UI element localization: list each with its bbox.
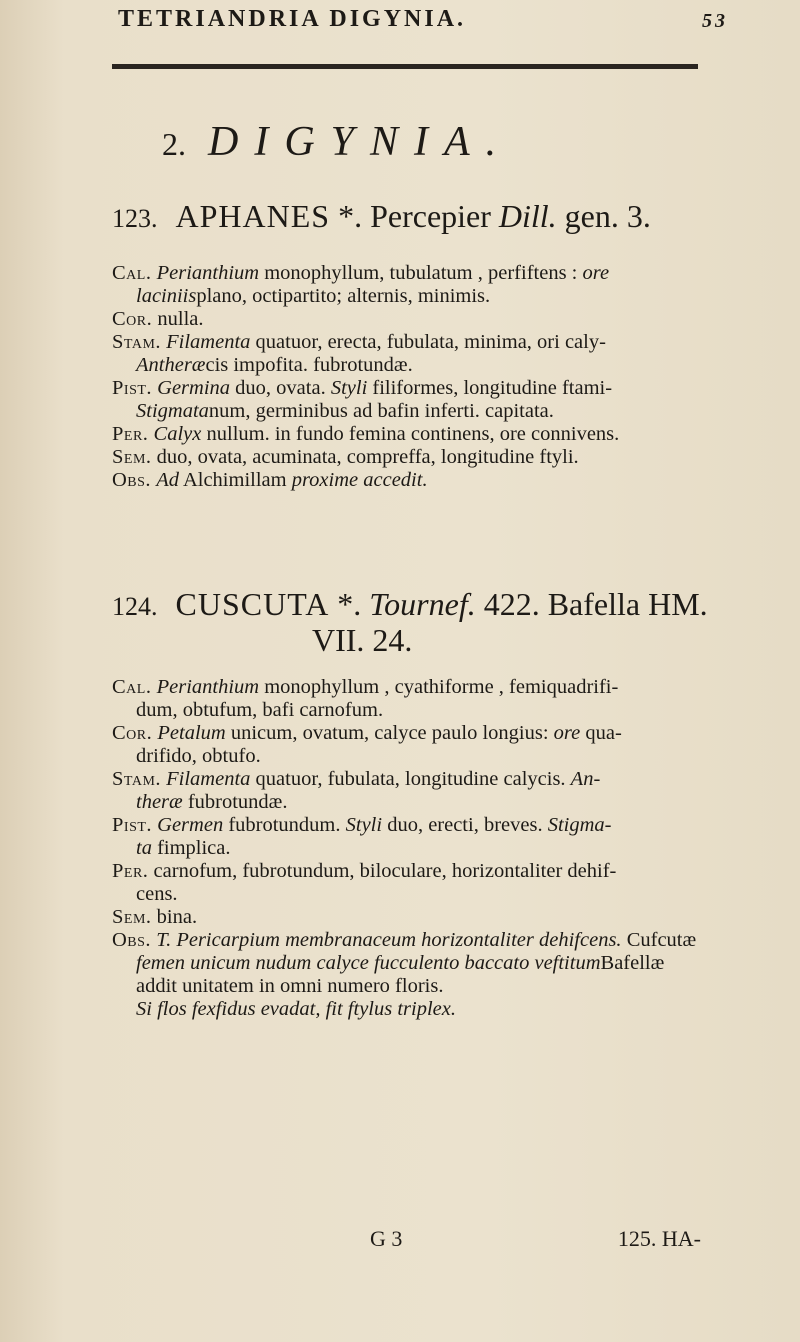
line-text: bina.	[156, 906, 198, 928]
description-line	[112, 860, 712, 883]
part-label: Per.	[112, 423, 149, 445]
italic-term: T. Pericarpium membranaceum horizontaliter dehifcens.	[156, 929, 622, 951]
description-line	[112, 377, 712, 400]
description-line	[112, 285, 712, 308]
italic-term: Antheræ	[136, 354, 206, 376]
entry-heading-continuation	[312, 622, 412, 659]
description-line	[112, 423, 712, 446]
header-rule	[112, 64, 698, 69]
author: Dill.	[498, 198, 557, 234]
entry-heading	[112, 586, 708, 623]
description-line	[112, 975, 712, 998]
italic-term: Petalum	[157, 722, 226, 744]
part-label: Cal.	[112, 262, 152, 284]
italic-term: proxime accedit.	[291, 469, 428, 491]
italic-term: Perianthium	[156, 676, 260, 698]
genus-name: CUSCUTA	[175, 586, 330, 622]
line-text: Alchimillam	[178, 469, 292, 491]
section-title	[162, 118, 512, 166]
line-text: nulla.	[157, 308, 204, 330]
italic-term: ore	[582, 262, 610, 284]
description-line	[112, 768, 712, 791]
description-line	[112, 745, 712, 768]
part-label: Cal.	[112, 676, 152, 698]
line-text: num, germinibus ad bafin inferti.	[208, 400, 486, 422]
description-line	[112, 308, 712, 331]
folio: 53	[702, 10, 728, 32]
description-line	[112, 354, 712, 377]
line-text: quatuor, fubulata, longitudine calycis.	[250, 768, 571, 790]
line-text: Bafellæ	[600, 952, 665, 974]
description-line	[112, 400, 712, 423]
description-line	[112, 331, 712, 354]
entry-mark: *.	[338, 198, 363, 234]
line-text: duo, erecti, breves.	[382, 814, 548, 836]
italic-term: Filamenta	[166, 768, 251, 790]
signature-mark: G 3	[370, 1226, 403, 1251]
genus-name: APHANES	[175, 198, 331, 234]
line-text: unicum, ovatum, calyce paulo longius:	[225, 722, 554, 744]
italic-term: femen unicum nudum calyce fucculento baccato veftitum	[136, 952, 601, 974]
description-line	[112, 883, 712, 906]
line-text: carnofum, fubrotundum, biloculare, horizontaliter dehif-	[153, 860, 617, 882]
running-title: TETRIANDRIA DIGYNIA.	[118, 6, 467, 32]
entry-number: 124.	[112, 592, 158, 621]
part-label: Stam.	[112, 768, 162, 790]
italic-term: Stigmata	[136, 400, 209, 422]
description-line	[112, 791, 712, 814]
part-label: Sem.	[112, 906, 152, 928]
page-footer	[370, 1226, 701, 1252]
part-label: Sem.	[112, 446, 152, 468]
running-head	[118, 6, 728, 33]
description-line	[112, 722, 712, 745]
line-text: quatuor, erecta, fubulata, minima, ori caly-	[250, 331, 606, 353]
line-text: monophyllum, tubulatum , perfiftens :	[259, 262, 583, 284]
entry-number: 123.	[112, 204, 158, 233]
entry-description	[112, 676, 712, 1021]
line-text: in fundo femina continens, ore connivens.	[274, 423, 620, 445]
italic-term: Styli	[345, 814, 383, 836]
description-line	[112, 676, 712, 699]
line-text: alternis, minimis.	[347, 285, 491, 307]
line-text: duo, ovata.	[230, 377, 331, 399]
description-line	[112, 699, 712, 722]
italic-term: Germina	[157, 377, 231, 399]
italic-term: ore	[553, 722, 581, 744]
reference-continued: VII. 24.	[312, 622, 413, 658]
part-label: Obs.	[112, 469, 152, 491]
part-label: Pist.	[112, 814, 153, 836]
line-text: dum, obtufum, bafi carnofum.	[136, 699, 384, 721]
synonym: Tournef.	[369, 586, 476, 622]
line-text: Cufcutæ	[621, 929, 697, 951]
description-line	[112, 446, 712, 469]
entry-mark: *.	[337, 586, 362, 622]
entry-heading	[112, 198, 651, 235]
section-name: DIGYNIA.	[208, 119, 513, 165]
reference: 422. Bafella HM.	[483, 586, 708, 622]
description-line	[112, 906, 712, 929]
section-number: 2.	[162, 126, 186, 162]
line-text: fubrotundæ.	[182, 791, 288, 813]
line-text: fubrotundum.	[223, 814, 346, 836]
part-label: Per.	[112, 860, 149, 882]
line-text: drifido, obtufo.	[136, 745, 261, 767]
line-text: duo, ovata, acuminata, compreffa, longitudine ftyli.	[156, 446, 579, 468]
part-label: Cor.	[112, 308, 153, 330]
description-line	[112, 837, 712, 860]
italic-term: Stigma-	[547, 814, 612, 836]
italic-term: laciniis	[136, 285, 197, 307]
reference: gen. 3.	[564, 198, 651, 234]
synonym: Percepier	[370, 198, 491, 234]
entry-description	[112, 262, 712, 492]
description-line	[112, 998, 712, 1021]
line-text: fubrotundæ.	[313, 354, 413, 376]
italic-term: Si flos fexfidus evadat, fit ftylus triplex.	[136, 998, 456, 1020]
italic-term: theræ	[136, 791, 183, 813]
part-label: Obs.	[112, 929, 152, 951]
line-text: monophyllum , cyathiforme , femiquadrifi-	[259, 676, 619, 698]
italic-term: An-	[570, 768, 601, 790]
part-label: Pist.	[112, 377, 153, 399]
italic-term: Ad	[156, 469, 179, 491]
italic-term: Perianthium	[156, 262, 260, 284]
line-text: plano, octipartito;	[196, 285, 348, 307]
part-label: Cor.	[112, 722, 153, 744]
line-text: addit unitatem in omni numero floris.	[136, 975, 444, 997]
line-text: qua-	[580, 722, 622, 744]
line-text: filiformes, longitudine ftami-	[367, 377, 613, 399]
description-line	[112, 262, 712, 285]
catchword: 125. HA-	[617, 1226, 701, 1251]
line-text: nullum.	[201, 423, 275, 445]
italic-term: Germen	[157, 814, 224, 836]
italic-term: Styli	[330, 377, 368, 399]
description-line	[112, 952, 712, 975]
line-text: fimplica.	[151, 837, 231, 859]
description-line	[112, 814, 712, 837]
line-text: capitata.	[485, 400, 554, 422]
description-line	[112, 469, 712, 492]
description-line	[112, 929, 712, 952]
line-text: cens.	[136, 883, 178, 905]
line-text: cis impofita.	[205, 354, 314, 376]
part-label: Stam.	[112, 331, 162, 353]
italic-term: Filamenta	[166, 331, 251, 353]
italic-term: ta	[136, 837, 152, 859]
italic-term: Calyx	[153, 423, 202, 445]
